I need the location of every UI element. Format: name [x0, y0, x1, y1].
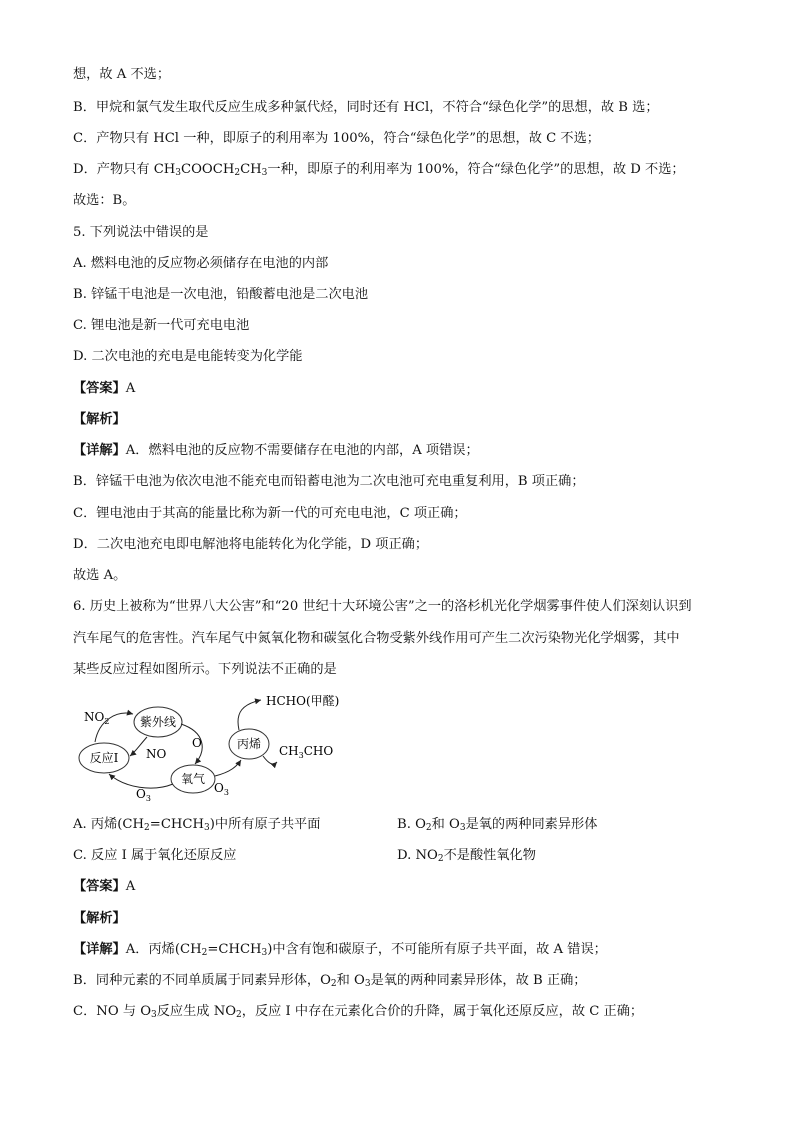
analysis-tag: 【解析】: [73, 911, 126, 926]
text-run: A．燃料电池的反应物不需要储存在电池的内部，A 项错误；: [125, 443, 479, 458]
text-run: B. O: [397, 817, 426, 832]
subscript: 2: [425, 823, 432, 833]
text-run: 不是酸性氧化物: [443, 848, 536, 863]
text-run: =CHCH: [149, 817, 204, 832]
subscript: 3: [261, 948, 268, 958]
answer-value: A: [125, 879, 136, 894]
text-run: )中含有饱和碳原子，不可能所有原子共平面，故 A 错误；: [267, 942, 607, 957]
oxygen-label: 氧气: [180, 772, 206, 786]
explanation-line: 故选 A。: [73, 568, 127, 583]
question-6-option-c: C. 反应 I 属于氧化还原反应: [73, 848, 237, 863]
text-line: 故选：B。: [73, 193, 136, 208]
subscript: 2: [201, 948, 208, 958]
text-run: 是氧的两种同素异形体，故 B 正确；: [370, 973, 587, 988]
question-6-stem: 汽车尾气的危害性。汽车尾气中氮氧化物和碳氢化合物受紫外线作用可产生二次污染物光化学烟雾，其中: [73, 631, 680, 646]
answer-tag: 【答案】: [73, 381, 126, 396]
explanation-line: [73, 1003, 643, 1021]
question-5-option-d: D. 二次电池的充电是电能转变为化学能: [73, 349, 303, 364]
text-run: CH: [240, 162, 262, 177]
question-6-option-b: [397, 816, 597, 834]
explanation-line: [73, 972, 586, 990]
text-line: 想，故 A 不选；: [73, 67, 171, 82]
subscript: 3: [175, 168, 182, 178]
arrow: [263, 756, 277, 764]
text-line: [73, 161, 685, 179]
text-line: C．产物只有 HCl 一种，即原子的利用率为 100%，符合“绿色化学”的思想，故 C 不选；: [73, 131, 600, 146]
text-line: B．甲烷和氯气发生取代反应生成多种氯代烃，同时还有 HCl，不符合“绿色化学”的思想，故 B 选；: [73, 100, 659, 115]
question-6-option-a: [73, 816, 320, 834]
analysis-tag: 【解析】: [73, 412, 126, 427]
text-run: D. NO: [397, 848, 438, 863]
subscript: 3: [364, 979, 371, 989]
reaction-diagram: [73, 688, 373, 804]
arrow: [130, 737, 147, 756]
text-run: 和 O: [336, 973, 365, 988]
no2-label: $NO_2$: [84, 710, 110, 726]
subscript: 2: [144, 823, 150, 833]
o3-label: $O_3$: [136, 787, 151, 803]
subscript: 3: [204, 823, 210, 833]
propene-label: 丙烯: [236, 737, 262, 751]
text-run: )中所有原子共平面: [209, 817, 321, 832]
o3-label: $O_3$: [214, 781, 229, 797]
text-run: 一种，即原子的利用率为 100%，符合“绿色化学”的思想，故 D 不选；: [267, 162, 685, 177]
text-run: COOCH: [181, 162, 235, 177]
text-run: 反应生成 NO: [156, 1004, 237, 1019]
explanation-line: C．锂电池由于其高的能量比称为新一代的可充电电池，C 项正确；: [73, 506, 467, 521]
detail-tag: 【详解】: [73, 443, 126, 458]
text-run: 是氧的两种同素异形体: [465, 817, 598, 832]
text-run: C．NO 与 O: [73, 1004, 152, 1019]
subscript: 3: [151, 1010, 157, 1020]
text-run: ，反应 I 中存在元素化合价的升降，属于氧化还原反应，故 C 正确；: [241, 1004, 644, 1019]
text-run: B．同种元素的不同单质属于同素异形体，O: [73, 973, 331, 988]
subscript: 3: [261, 168, 268, 178]
subscript: 2: [234, 168, 241, 178]
text-run: 和 O: [431, 817, 460, 832]
explanation-line: [73, 442, 479, 460]
text-run: D．产物只有 CH: [73, 162, 176, 177]
arrow: [215, 760, 241, 776]
text-run: =CHCH: [207, 942, 262, 957]
text-run: A. 丙烯(CH: [73, 817, 145, 832]
explanation-line: B．锌锰干电池为依次电池不能充电而铅蓄电池为二次电池可充电重复利用，B 项正确；: [73, 474, 585, 489]
subscript: 2: [330, 979, 337, 989]
question-5-option-a: A. 燃料电池的反应物必须储存在电池的内部: [73, 256, 329, 271]
arrow: [238, 700, 261, 730]
detail-tag: 【详解】: [73, 942, 126, 957]
answer-value: A: [125, 381, 136, 396]
question-5-stem: 5. 下列说法中错误的是: [73, 225, 209, 240]
explanation-line: D．二次电池充电即电解池将电能转化为化学能，D 项正确；: [73, 537, 429, 552]
answer-tag: 【答案】: [73, 879, 126, 894]
explanation-line: [73, 941, 607, 959]
subscript: 3: [459, 823, 466, 833]
question-5-option-c: C. 锂电池是新一代可充电电池: [73, 318, 250, 333]
o-label: O: [192, 736, 202, 750]
reaction1-label: 反应I: [89, 751, 119, 765]
question-5-option-b: B. 锌锰干电池是一次电池，铅酸蓄电池是二次电池: [73, 287, 369, 302]
answer-line: [73, 878, 135, 896]
uv-label: 紫外线: [139, 715, 177, 729]
subscript: 2: [236, 1010, 242, 1020]
no-label: NO: [146, 747, 167, 761]
arrow: [109, 774, 173, 788]
ch3cho-label: $CH_3CHO$: [279, 744, 334, 760]
hcho-label: HCHO(甲醛): [266, 694, 340, 708]
subscript: 2: [437, 854, 444, 864]
question-6-stem: 某些反应过程如图所示。下列说法不正确的是: [73, 662, 337, 677]
text-run: A．丙烯(CH: [125, 942, 202, 957]
answer-line: [73, 380, 135, 398]
question-6-stem: 6. 历史上被称为“世界八大公害”和“20 世纪十大环境公害”之一的洛杉机光化学烟雾事件使人们深刻认识到: [73, 599, 692, 614]
question-6-option-d: [397, 847, 536, 865]
